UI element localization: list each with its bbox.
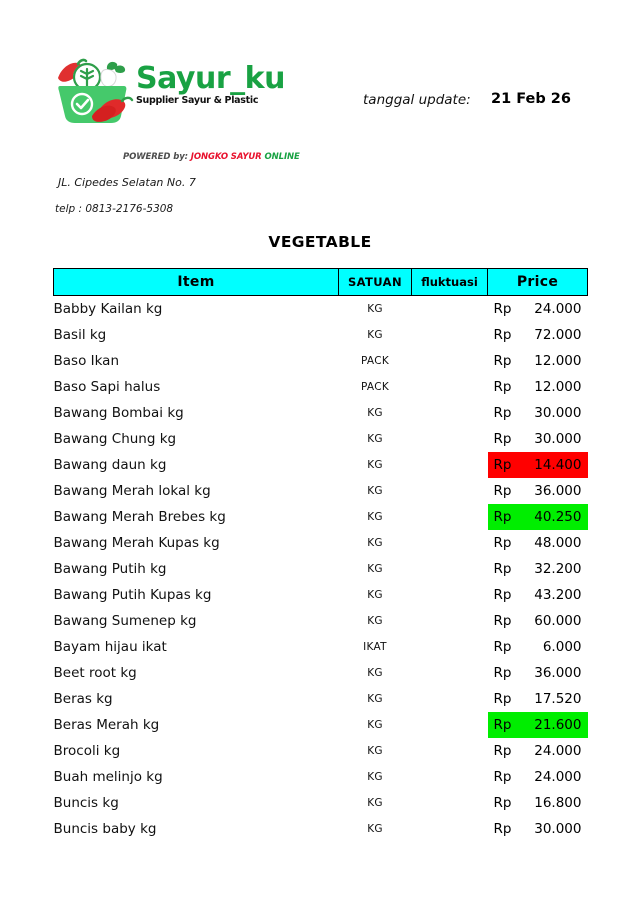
document-header: [0, 0, 640, 230]
cell-fluktuasi: [412, 374, 488, 400]
price-amount: 72.000: [534, 327, 582, 343]
price-amount: 43.200: [534, 587, 582, 603]
price-amount: 14.400: [534, 457, 582, 473]
price-value-wrapper: [488, 556, 588, 582]
cell-satuan: KG: [367, 719, 383, 731]
cell-fluktuasi: [412, 452, 488, 478]
price-value-wrapper: [488, 400, 588, 426]
table-row: [54, 400, 588, 426]
table-row: [54, 374, 588, 400]
price-value-wrapper: [488, 608, 588, 634]
price-value-wrapper: [488, 634, 588, 660]
cell-item: Brocoli kg: [53, 743, 121, 759]
cell-price: [488, 660, 588, 686]
cell-fluktuasi: [412, 478, 488, 504]
price-amount: 24.000: [534, 743, 582, 759]
cell-fluktuasi: [412, 660, 488, 686]
price-value-wrapper: [488, 712, 588, 738]
cell-satuan: KG: [367, 771, 383, 783]
cell-price: [488, 790, 588, 816]
price-amount: 12.000: [534, 353, 582, 369]
price-amount: 6.000: [542, 639, 582, 655]
cell-price: [488, 608, 588, 634]
company-address: JL. Cipedes Selatan No. 7: [58, 176, 196, 189]
cell-price: [488, 322, 588, 348]
cell-item: Buah melinjo kg: [53, 769, 163, 785]
cell-item: Bawang Merah Brebes kg: [53, 509, 226, 525]
table-row: [54, 426, 588, 452]
cell-satuan: KG: [367, 693, 383, 705]
table-row: [54, 738, 588, 764]
column-header-item: Item: [54, 269, 339, 296]
table-row: [54, 322, 588, 348]
cell-item: Beras Merah kg: [53, 717, 160, 733]
price-currency: Rp: [493, 743, 512, 759]
cell-satuan: KG: [367, 407, 383, 419]
price-currency: Rp: [493, 665, 512, 681]
company-phone: telp : 0813-2176-5308: [55, 203, 174, 215]
table-row: [54, 660, 588, 686]
price-currency: Rp: [493, 717, 512, 733]
cell-fluktuasi: [412, 790, 488, 816]
sayurku-basket-icon: [52, 56, 134, 126]
powered-by-suffix: ONLINE: [264, 152, 300, 162]
logo-tagline: Supplier Sayur & Plastic: [136, 95, 259, 106]
table-row: [54, 816, 588, 842]
table-row: [54, 582, 588, 608]
price-currency: Rp: [493, 327, 512, 343]
table-row: [54, 478, 588, 504]
cell-fluktuasi: [412, 556, 488, 582]
cell-satuan: IKAT: [363, 641, 387, 653]
price-currency: Rp: [493, 587, 512, 603]
cell-item: Basil kg: [53, 327, 107, 343]
cell-price: [488, 582, 588, 608]
price-value-wrapper: [488, 296, 588, 322]
cell-fluktuasi: [412, 686, 488, 712]
price-value-wrapper: [488, 582, 588, 608]
table-row: [54, 608, 588, 634]
cell-satuan: KG: [367, 589, 383, 601]
price-amount: 24.000: [534, 301, 582, 317]
table-row: [54, 634, 588, 660]
price-value-wrapper: [488, 738, 588, 764]
cell-item: Baso Ikan: [53, 353, 120, 369]
table-row: [54, 348, 588, 374]
cell-item: Babby Kailan kg: [53, 301, 163, 317]
cell-price: [488, 426, 588, 452]
price-currency: Rp: [493, 821, 512, 837]
price-currency: Rp: [493, 535, 512, 551]
price-currency: Rp: [493, 483, 512, 499]
price-value-wrapper: [488, 452, 588, 478]
cell-item: Beras kg: [53, 691, 113, 707]
price-value-wrapper: [488, 504, 588, 530]
cell-fluktuasi: [412, 426, 488, 452]
table-row: [54, 504, 588, 530]
cell-satuan: KG: [367, 823, 383, 835]
price-value-wrapper: [488, 374, 588, 400]
price-value-wrapper: [488, 348, 588, 374]
cell-price: [488, 348, 588, 374]
cell-fluktuasi: [412, 504, 488, 530]
cell-fluktuasi: [412, 816, 488, 842]
price-currency: Rp: [493, 353, 512, 369]
price-value-wrapper: [488, 478, 588, 504]
cell-item: Baso Sapi halus: [53, 379, 161, 395]
price-value-wrapper: [488, 790, 588, 816]
price-currency: Rp: [493, 691, 512, 707]
powered-by-brand: JONGKO SAYUR: [190, 152, 262, 162]
cell-item: Buncis baby kg: [53, 821, 157, 837]
price-currency: Rp: [493, 561, 512, 577]
price-value-wrapper: [488, 764, 588, 790]
cell-price: [488, 712, 588, 738]
powered-by-prefix: POWERED by:: [123, 152, 188, 162]
cell-price: [488, 400, 588, 426]
cell-fluktuasi: [412, 634, 488, 660]
price-value-wrapper: [488, 816, 588, 842]
cell-price: [488, 738, 588, 764]
cell-fluktuasi: [412, 296, 488, 323]
table-row: [54, 452, 588, 478]
cell-satuan: KG: [367, 303, 383, 315]
price-amount: 21.600: [534, 717, 582, 733]
cell-item: Bawang Sumenep kg: [53, 613, 197, 629]
price-amount: 48.000: [534, 535, 582, 551]
price-value-wrapper: [488, 426, 588, 452]
price-amount: 30.000: [534, 431, 582, 447]
price-amount: 36.000: [534, 483, 582, 499]
cell-price: [488, 296, 588, 323]
cell-item: Bawang Bombai kg: [53, 405, 184, 421]
price-list-table: [53, 268, 588, 842]
cell-satuan: KG: [367, 511, 383, 523]
price-currency: Rp: [493, 405, 512, 421]
price-amount: 32.200: [534, 561, 582, 577]
cell-satuan: KG: [367, 563, 383, 575]
cell-item: Beet root kg: [53, 665, 137, 681]
column-header-fluktuasi: fluktuasi: [412, 269, 488, 296]
logo-company-name: Sayur_ku: [136, 61, 285, 96]
price-currency: Rp: [493, 795, 512, 811]
price-amount: 24.000: [534, 769, 582, 785]
cell-price: [488, 504, 588, 530]
price-amount: 12.000: [534, 379, 582, 395]
cell-satuan: KG: [367, 745, 383, 757]
update-date-value: 21 Feb 26: [491, 91, 571, 107]
cell-item: Bawang Merah lokal kg: [53, 483, 211, 499]
cell-fluktuasi: [412, 608, 488, 634]
cell-satuan: KG: [367, 329, 383, 341]
cell-price: [488, 452, 588, 478]
cell-price: [488, 374, 588, 400]
column-header-price: Price: [488, 269, 588, 296]
cell-satuan: KG: [367, 615, 383, 627]
price-amount: 36.000: [534, 665, 582, 681]
cell-item: Bawang Putih kg: [53, 561, 167, 577]
table-header: [54, 269, 588, 296]
table-body: [54, 296, 588, 843]
price-currency: Rp: [493, 301, 512, 317]
price-value-wrapper: [488, 322, 588, 348]
cell-item: Bawang Chung kg: [53, 431, 177, 447]
price-currency: Rp: [493, 379, 512, 395]
cell-satuan: PACK: [360, 381, 390, 393]
table-header-row: [54, 269, 588, 296]
table-row: [54, 530, 588, 556]
price-value-wrapper: [488, 530, 588, 556]
cell-satuan: PACK: [360, 355, 390, 367]
cell-satuan: KG: [367, 459, 383, 471]
price-amount: 30.000: [534, 405, 582, 421]
table-row: [54, 686, 588, 712]
cell-satuan: KG: [367, 667, 383, 679]
cell-item: Buncis kg: [53, 795, 119, 811]
cell-item: Bawang Merah Kupas kg: [53, 535, 220, 551]
table-row: [54, 712, 588, 738]
cell-fluktuasi: [412, 764, 488, 790]
price-amount: 16.800: [534, 795, 582, 811]
price-currency: Rp: [493, 769, 512, 785]
cell-price: [488, 816, 588, 842]
cell-fluktuasi: [412, 530, 488, 556]
column-header-satuan: SATUAN: [339, 269, 412, 296]
price-amount: 60.000: [534, 613, 582, 629]
table-row: [54, 764, 588, 790]
cell-fluktuasi: [412, 322, 488, 348]
logo-wordmark: [136, 61, 296, 106]
table-row: [54, 296, 588, 323]
cell-fluktuasi: [412, 582, 488, 608]
price-currency: Rp: [493, 613, 512, 629]
price-currency: Rp: [493, 509, 512, 525]
cell-satuan: KG: [367, 537, 383, 549]
table-row: [54, 790, 588, 816]
cell-fluktuasi: [412, 400, 488, 426]
cell-price: [488, 556, 588, 582]
cell-price: [488, 686, 588, 712]
cell-fluktuasi: [412, 348, 488, 374]
price-amount: 40.250: [534, 509, 582, 525]
cell-price: [488, 634, 588, 660]
cell-item: Bawang daun kg: [53, 457, 167, 473]
price-currency: Rp: [493, 431, 512, 447]
cell-price: [488, 764, 588, 790]
cell-satuan: KG: [367, 433, 383, 445]
price-value-wrapper: [488, 660, 588, 686]
cell-item: Bawang Putih Kupas kg: [53, 587, 212, 603]
update-date-label: tanggal update:: [363, 92, 471, 108]
price-amount: 30.000: [534, 821, 582, 837]
cell-fluktuasi: [412, 738, 488, 764]
cell-satuan: KG: [367, 485, 383, 497]
powered-by-line: [123, 152, 300, 162]
cell-satuan: KG: [367, 797, 383, 809]
price-amount: 17.520: [534, 691, 582, 707]
price-value-wrapper: [488, 686, 588, 712]
page-title: VEGETABLE: [268, 233, 372, 251]
cell-fluktuasi: [412, 712, 488, 738]
cell-price: [488, 478, 588, 504]
cell-price: [488, 530, 588, 556]
company-logo: [52, 56, 285, 128]
cell-item: Bayam hijau ikat: [53, 639, 167, 655]
price-currency: Rp: [493, 457, 512, 473]
price-currency: Rp: [493, 639, 512, 655]
table-row: [54, 556, 588, 582]
